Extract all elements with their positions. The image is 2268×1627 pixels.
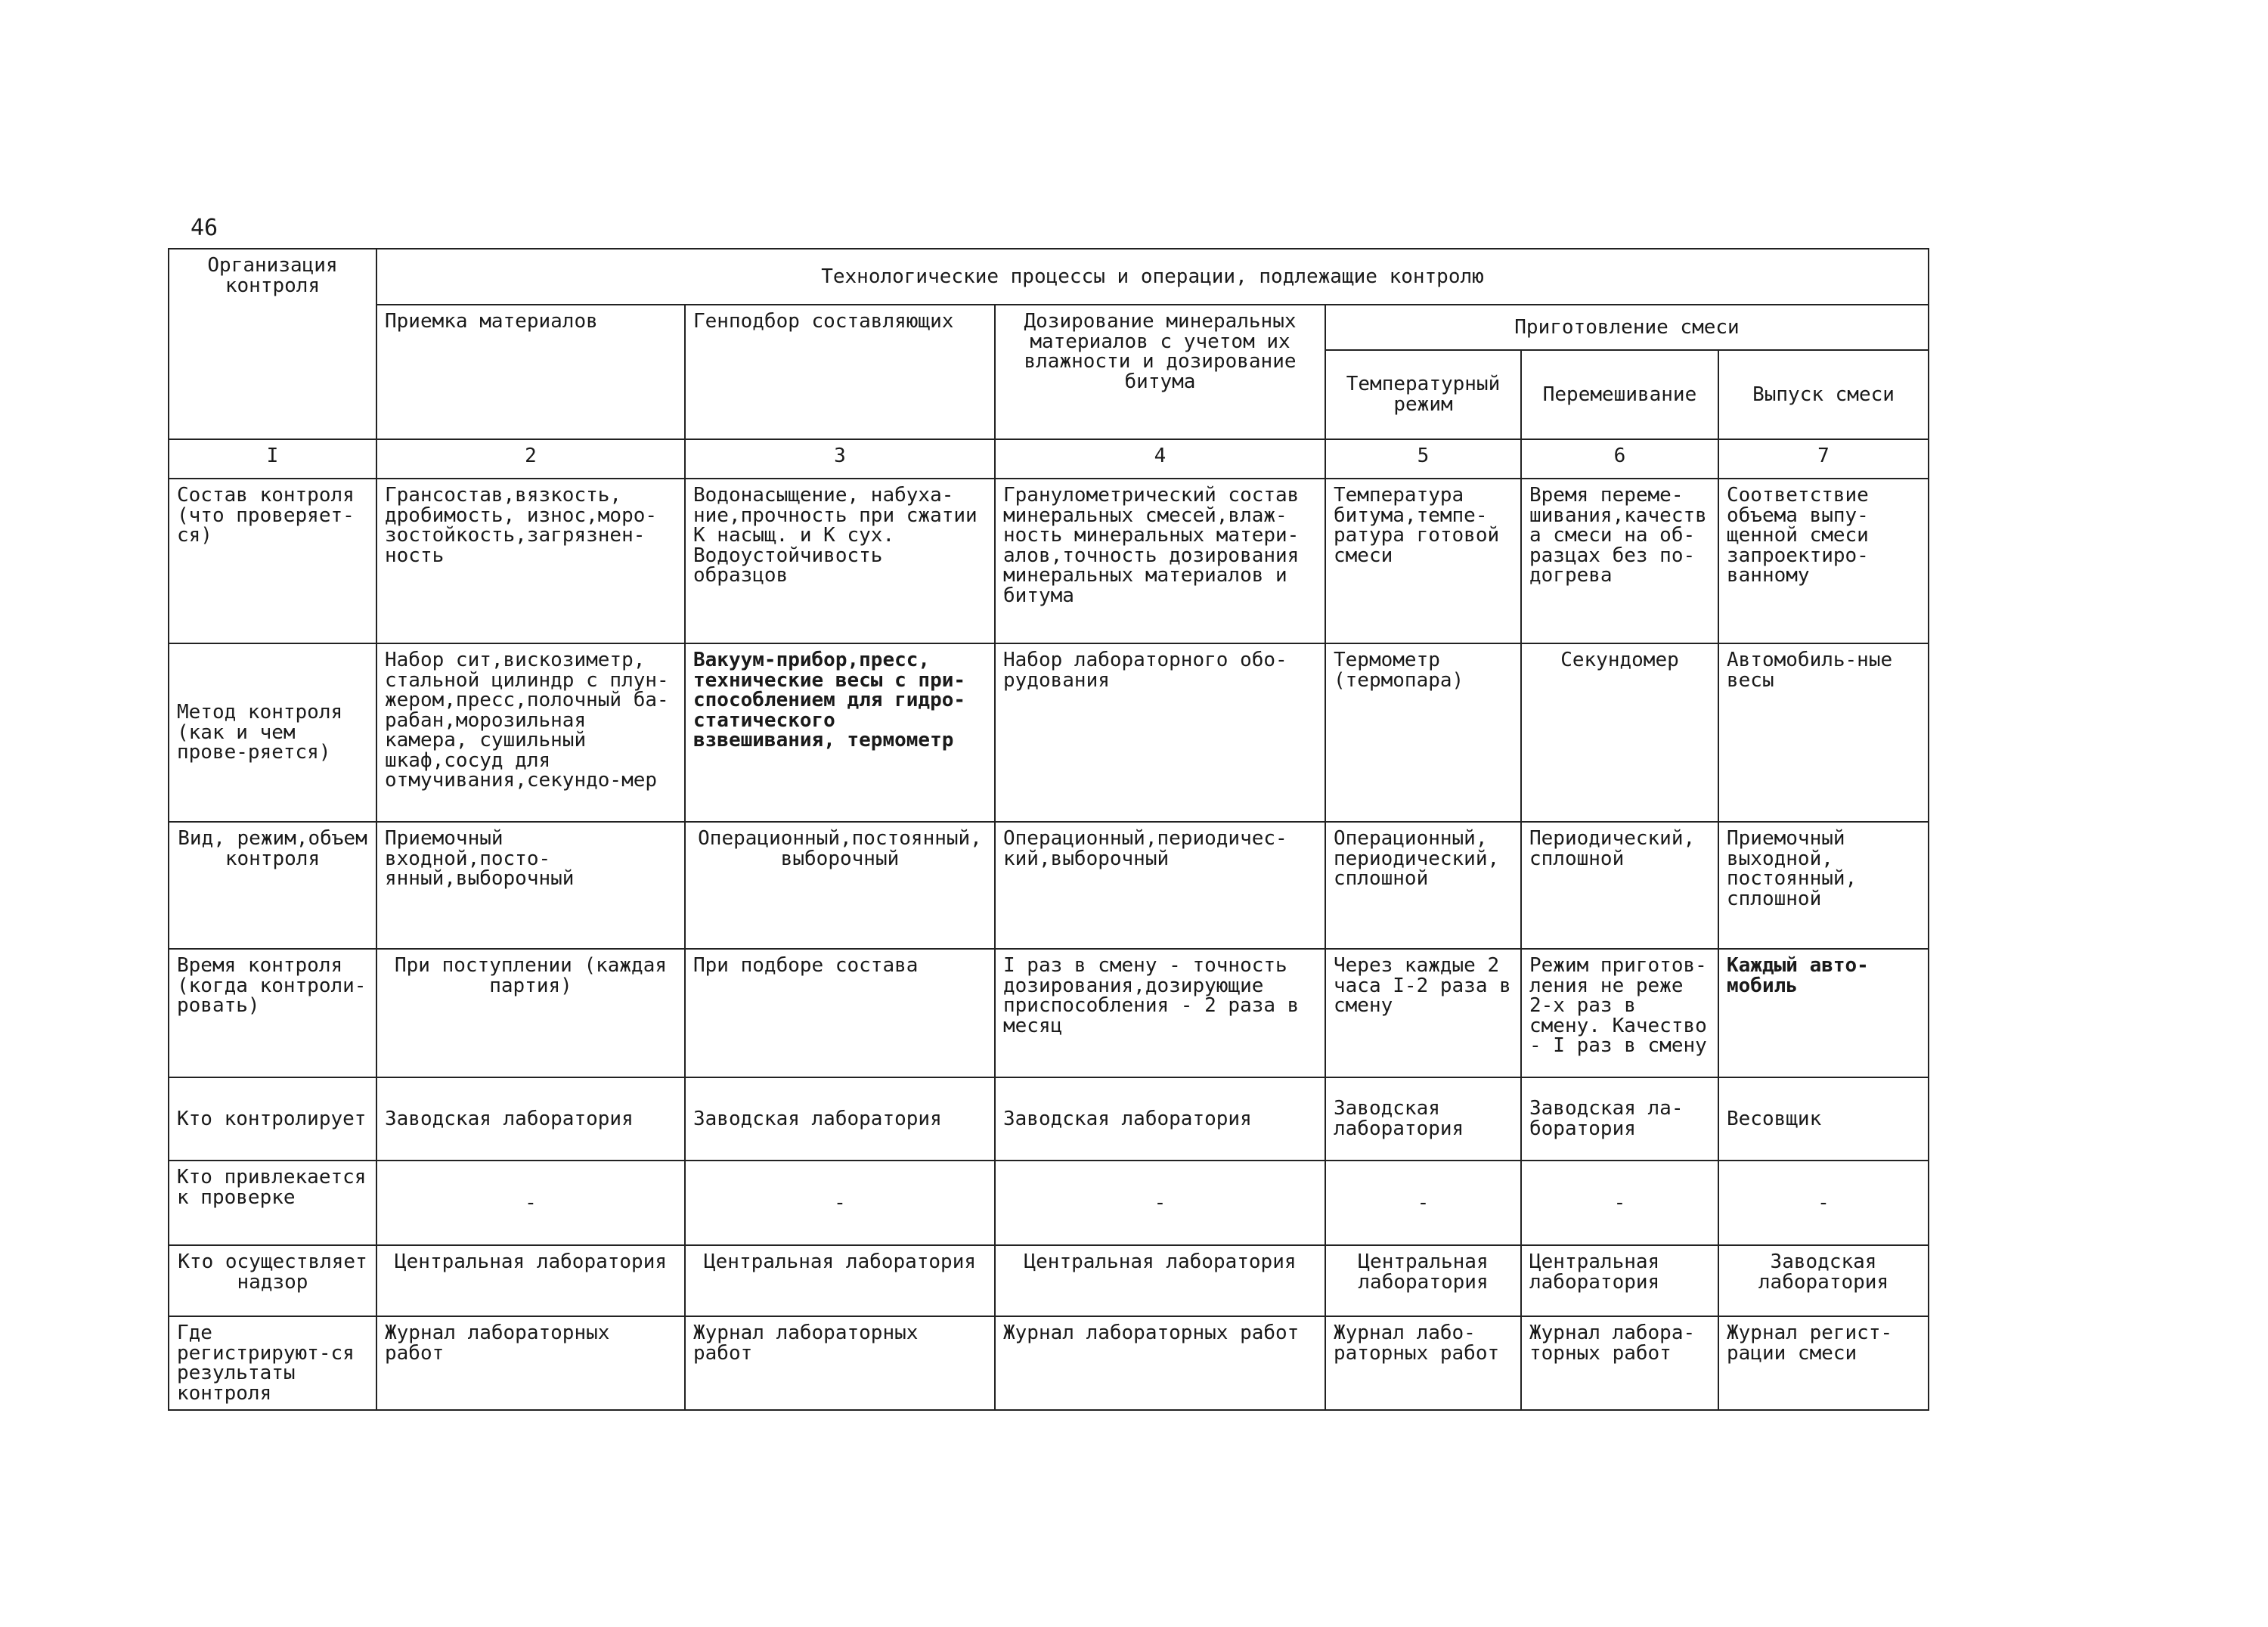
table-cell: Журнал регист-рации смеси [1718,1316,1929,1410]
table-cell: Приемочный выходной, постоянный, сплошной [1718,822,1929,949]
table-cell: Грансостав,вязкость, дробимость, износ,моро-зостойкость,загрязнен-ность [376,479,685,643]
table-cell: - [685,1161,995,1245]
table-row [169,479,1929,643]
column-number: 3 [685,439,995,479]
table-cell: Операционный,постоянный, выборочный [685,822,995,949]
table-cell: Периодический, сплошной [1521,822,1718,949]
column-numbers-row [169,439,1929,479]
table-cell: - [995,1161,1325,1245]
column-number: 5 [1325,439,1521,479]
table-cell: Операционный, периодический, сплошной [1325,822,1521,949]
table-cell: I раз в смену - точность дозирования,дозирующие приспособления - 2 раза в месяц [995,949,1325,1077]
table-cell: Водонасыщение, набуха-ние,прочность при сжатии К насыщ. и К сух. Водоустойчивость образцов [685,479,995,643]
table-cell: Центральная лаборатория [1521,1245,1718,1316]
table-row [169,1077,1929,1161]
table-cell: - [1521,1161,1718,1245]
row-label: Кто осуществляет надзор [169,1245,376,1316]
table-cell: Температура битума,темпе-ратура готовой смеси [1325,479,1521,643]
table-cell: Центральная лаборатория [376,1245,685,1316]
header-col7: Выпуск смеси [1718,350,1929,439]
row-label: Состав контроля (что проверяет-ся) [169,479,376,643]
table-cell: Заводская лаборатория [376,1077,685,1161]
table-cell: Секундомер [1521,643,1718,822]
header-col2: Приемка материалов [376,305,685,439]
table-row [169,643,1929,822]
table-cell: Журнал лабо-раторных работ [1325,1316,1521,1410]
column-number: 2 [376,439,685,479]
table-cell: Каждый авто-мобиль [1718,949,1929,1077]
table-cell: Режим приготов-ления не реже 2-х раз в смену. Качество - I раз в смену [1521,949,1718,1077]
table-cell: Набор сит,вискозиметр, стальной цилиндр с плун-жером,пресс,полочный ба-рабан,морозильная камера, сушильный шкаф,сосуд для отмучивания,секундо-мер [376,643,685,822]
header-col4: Дозирование минеральных материалов с учетом их влажности и дозирование битума [995,305,1325,439]
table-row [169,1161,1929,1245]
table-cell: Через каждые 2 часа I-2 раза в смену [1325,949,1521,1077]
table-cell: Гранулометрический состав минеральных смесей,влаж-ность минеральных матери-алов,точность дозирования минеральных материалов и битума [995,479,1325,643]
table-row [169,949,1929,1077]
table-cell: Весовщик [1718,1077,1929,1161]
table-cell: Автомобиль-ные весы [1718,643,1929,822]
table-cell: Центральная лаборатория [685,1245,995,1316]
header-org: Организация контроля [169,249,376,439]
header-col5: Температурный режим [1325,350,1521,439]
row-label: Вид, режим,объем контроля [169,822,376,949]
header-prep: Приготовление смеси [1325,305,1929,350]
row-label: Время контроля (когда контроли-ровать) [169,949,376,1077]
column-number: 4 [995,439,1325,479]
column-number: 6 [1521,439,1718,479]
table-cell: - [1718,1161,1929,1245]
table-cell: Журнал лабораторных работ [685,1316,995,1410]
table-cell: Центральная лаборатория [1325,1245,1521,1316]
table-cell: Заводская лаборатория [685,1077,995,1161]
table-cell: Соответствие объема выпу-щенной смеси запроектиро-ванному [1718,479,1929,643]
table-cell: - [376,1161,685,1245]
table-cell: Журнал лабора-торных работ [1521,1316,1718,1410]
table-row [169,1316,1929,1410]
table-cell: Центральная лаборатория [995,1245,1325,1316]
table-cell: - [1325,1161,1521,1245]
table-cell: При поступлении (каждая партия) [376,949,685,1077]
row-label: Метод контроля (как и чем прове-ряется) [169,643,376,822]
table-cell: Заводская лаборатория [1325,1077,1521,1161]
table-cell: Операционный,периодичес-кий,выборочный [995,822,1325,949]
table-cell: Журнал лабораторных работ [995,1316,1325,1410]
header-processes: Технологические процессы и операции, подлежащие контролю [376,249,1929,305]
table-row [169,1245,1929,1316]
quality-control-table [168,248,1929,1411]
row-label: Кто контролирует [169,1077,376,1161]
table-cell: Время переме-шивания,качества смеси на об-разцах без по-догрева [1521,479,1718,643]
table-cell: Вакуум-прибор,пресс, технические весы с при-способлением для гидро-статического взвешивания, термометр [685,643,995,822]
table-cell: Заводская лаборатория [1718,1245,1929,1316]
table-cell: Набор лабораторного обо-рудования [995,643,1325,822]
header-col6: Перемешивание [1521,350,1718,439]
header-col3: Генподбор составляющих [685,305,995,439]
table-cell: Термометр (термопара) [1325,643,1521,822]
table-cell: Приемочный входной,посто-янный,выборочный [376,822,685,949]
table-cell: При подборе состава [685,949,995,1077]
table-cell: Заводская лаборатория [995,1077,1325,1161]
table-cell: Журнал лабораторных работ [376,1316,685,1410]
column-number: 7 [1718,439,1929,479]
row-label: Кто привлекается к проверке [169,1161,376,1245]
row-label: Где регистрируют-ся результаты контроля [169,1316,376,1410]
page-number: 46 [191,215,218,241]
column-number: I [169,439,376,479]
table-row [169,822,1929,949]
table-cell: Заводская ла-боратория [1521,1077,1718,1161]
